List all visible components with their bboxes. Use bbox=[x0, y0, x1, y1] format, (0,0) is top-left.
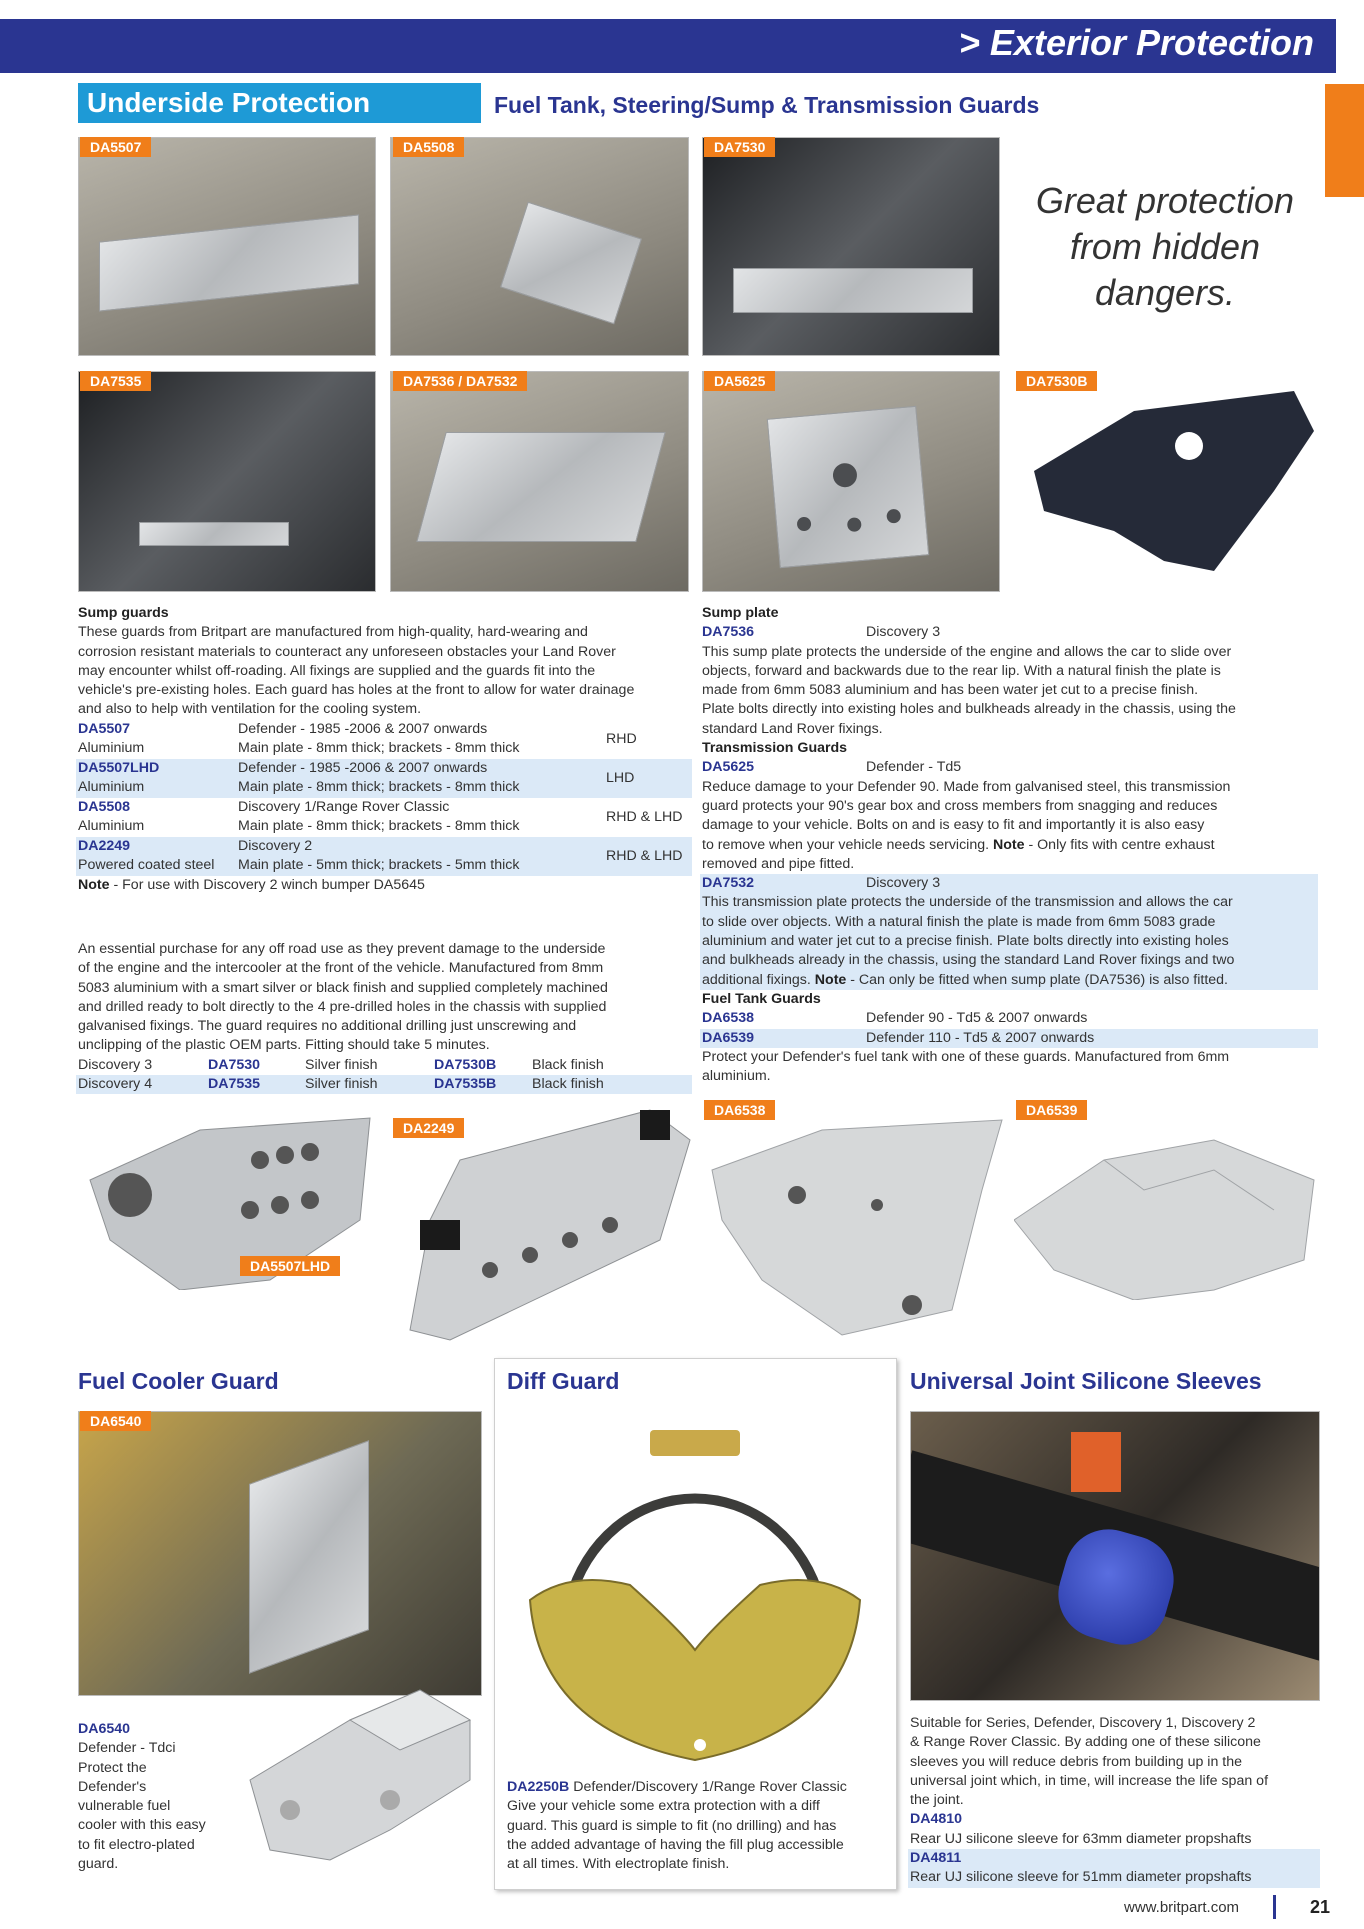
text-line: guard. This guard is simple to fit (no drilling) and has bbox=[507, 1817, 837, 1834]
text-line: damage to your vehicle. Bolts on and is easy to fit and importantly it is also easy bbox=[702, 817, 1205, 834]
text-line: aluminium and water jet cut to a precise finish. Plate bolts directly into existing holes bbox=[702, 933, 1229, 950]
diff-guard-block bbox=[507, 1778, 887, 1874]
text-line: aluminium. bbox=[702, 1068, 771, 1085]
note-text: - Only fits with centre exhaust bbox=[1024, 836, 1215, 853]
table-row bbox=[76, 720, 692, 759]
uj-sleeves-title: Universal Joint Silicone Sleeves bbox=[910, 1368, 1262, 1394]
table-row bbox=[76, 1056, 692, 1075]
text-line: & Range Rover Classic. By adding one of these silicone bbox=[910, 1734, 1261, 1751]
finish: Silver finish bbox=[305, 1057, 378, 1073]
vehicle: Discovery 3 bbox=[866, 875, 941, 892]
text-line: made from 6mm 5083 aluminium and has been water jet cut to a precise finish. bbox=[702, 682, 1199, 699]
text-line: and also to help with ventilation for the cooling system. bbox=[78, 701, 422, 718]
text-line: These guards from Britpart are manufactured from high-quality, hard-wearing and bbox=[78, 624, 588, 641]
part-desc: Rear UJ silicone sleeve for 63mm diameter propshafts bbox=[910, 1830, 1252, 1847]
sump-guards-heading: Sump guards bbox=[78, 605, 169, 621]
part-code: DA7535 bbox=[208, 1076, 261, 1092]
material: Aluminium bbox=[78, 818, 145, 834]
diff-guard-image bbox=[510, 1410, 880, 1770]
photo-da7535 bbox=[78, 371, 376, 592]
text-line: to slide over objects. With a natural finish the plate is made from 6mm 5083 grade bbox=[702, 913, 1216, 930]
sump-guards-block bbox=[78, 604, 698, 720]
photo-tag: DA5508 bbox=[393, 137, 464, 157]
note-text: - Can only be fitted when sump plate (DA7536) is also fitted. bbox=[846, 971, 1228, 988]
photo-uj-sleeve bbox=[910, 1411, 1320, 1701]
fuel-tank-guard-image bbox=[1014, 1100, 1320, 1300]
part-code: DA2249 bbox=[78, 838, 131, 854]
text-line: Suitable for Series, Defender, Discovery 1, Discovery 2 bbox=[910, 1715, 1256, 1731]
fuel-cooler-block bbox=[78, 1720, 238, 1874]
part-code: DA7535B bbox=[434, 1076, 497, 1092]
spec: Main plate - 5mm thick; brackets - 5mm thick bbox=[238, 857, 520, 873]
vehicle: Defender/Discovery 1/Range Rover Classic bbox=[569, 1779, 847, 1795]
photo-tag: DA5625 bbox=[704, 371, 775, 391]
material: Aluminium bbox=[78, 740, 145, 756]
black-sump-guard-image bbox=[1014, 371, 1320, 592]
part-code: DA2250B bbox=[507, 1779, 570, 1795]
part-code: DA5508 bbox=[78, 799, 131, 815]
spec: Main plate - 8mm thick; brackets - 8mm thick bbox=[238, 740, 520, 756]
text-line: may encounter whilst off-roading. All fixings are supplied and the guards fit into the bbox=[78, 662, 596, 679]
page-title: > Exterior Protection bbox=[958, 22, 1314, 63]
finish: Black finish bbox=[532, 1076, 604, 1092]
vehicle: Defender - 1985 -2006 & 2007 onwards bbox=[238, 721, 488, 737]
finish: Silver finish bbox=[305, 1076, 378, 1092]
sump-plate-block bbox=[702, 604, 1322, 1086]
tagline bbox=[1010, 178, 1320, 316]
text-line: sleeves you will reduce debris from building up in the bbox=[910, 1753, 1243, 1770]
uj-sleeves-block bbox=[910, 1714, 1320, 1888]
table-row bbox=[76, 798, 692, 837]
text-line: Protect your Defender's fuel tank with one of these guards. Manufactured from 6mm bbox=[702, 1048, 1230, 1065]
text-line: vulnerable fuel bbox=[78, 1798, 171, 1815]
text-line: guard protects your 90's gear box and cross members from snagging and reduces bbox=[702, 797, 1218, 814]
text-line: cooler with this easy bbox=[78, 1817, 206, 1834]
note-label: Note bbox=[78, 877, 110, 893]
side: RHD & LHD bbox=[606, 848, 683, 864]
text-line: Reduce damage to your Defender 90. Made from galvanised steel, this transmission bbox=[702, 778, 1231, 795]
part-code: DA5507LHD bbox=[78, 760, 160, 776]
text-line: Protect the bbox=[78, 1759, 147, 1776]
text-line: Plate bolts directly into existing holes and bulkheads already in the chassis, using the bbox=[702, 701, 1236, 718]
text-line: 5083 aluminium with a smart silver or black finish and supplied completely machined bbox=[78, 979, 608, 996]
fuel-tank-heading: Fuel Tank Guards bbox=[702, 990, 821, 1007]
section-label: Underside Protection bbox=[87, 87, 371, 118]
product-fuel-cooler-guard bbox=[230, 1670, 480, 1865]
text-line: the joint. bbox=[910, 1792, 964, 1809]
text-line: unclipping of the plastic OEM parts. Fitting should take 5 minutes. bbox=[78, 1037, 490, 1054]
photo-da5508 bbox=[390, 137, 689, 356]
photo-tag: DA7535 bbox=[80, 371, 151, 391]
footer-divider bbox=[1273, 1895, 1276, 1919]
text-line: An essential purchase for any off road use as they prevent damage to the underside bbox=[78, 941, 606, 957]
text-line: Defender's bbox=[78, 1778, 147, 1795]
sump-plate-heading: Sump plate bbox=[702, 605, 779, 621]
vehicle: Discovery 4 bbox=[78, 1076, 153, 1092]
vehicle: Discovery 2 bbox=[238, 838, 313, 854]
photo-da7536-da7532 bbox=[390, 371, 689, 592]
text-line: and bulkheads already in the chassis, using the standard Land Rover fixings and two bbox=[702, 952, 1235, 969]
sump-note bbox=[78, 876, 425, 895]
photo-tag: DA7530 bbox=[704, 137, 775, 157]
table-row bbox=[76, 837, 692, 876]
photo-tag: DA7536 / DA7532 bbox=[393, 371, 527, 391]
part-code: DA6540 bbox=[78, 1721, 131, 1737]
text-line: standard Land Rover fixings. bbox=[702, 720, 883, 737]
table-row bbox=[76, 759, 692, 798]
part-code: DA4810 bbox=[910, 1811, 963, 1828]
essential-block bbox=[78, 940, 698, 1056]
text-line: Defender - Tdci bbox=[78, 1740, 176, 1757]
table-row bbox=[76, 1075, 692, 1094]
part-code: DA7530B bbox=[434, 1057, 497, 1073]
fuel-cooler-guard-image bbox=[230, 1670, 480, 1865]
product-tag: DA5507LHD bbox=[240, 1256, 340, 1276]
text-line: additional fixings. bbox=[702, 971, 815, 988]
part-code: DA7536 bbox=[702, 624, 755, 641]
note-label: Note bbox=[993, 836, 1025, 853]
section-subtitle: Fuel Tank, Steering/Sump & Transmission Guards bbox=[494, 92, 1040, 118]
note-text: - For use with Discovery 2 winch bumper DA5645 bbox=[109, 877, 425, 893]
section-tab bbox=[1325, 84, 1364, 197]
finish: Black finish bbox=[532, 1057, 604, 1073]
text-line: objects, forward and backwards due to the rear lip. With a natural finish the plate is bbox=[702, 662, 1221, 679]
tagline-line: dangers. bbox=[1094, 272, 1236, 313]
material: Powered coated steel bbox=[78, 857, 215, 873]
vehicle: Defender - Td5 bbox=[866, 759, 962, 776]
tagline-line: Great protection bbox=[1035, 180, 1295, 221]
side: RHD bbox=[606, 731, 637, 747]
spec: Main plate - 8mm thick; brackets - 8mm thick bbox=[238, 779, 520, 795]
fuel-cooler-title: Fuel Cooler Guard bbox=[78, 1368, 279, 1394]
text-line: at all times. With electroplate finish. bbox=[507, 1856, 730, 1873]
side: RHD & LHD bbox=[606, 809, 683, 825]
part-desc: Rear UJ silicone sleeve for 51mm diameter propshafts bbox=[910, 1869, 1252, 1886]
da7532-block bbox=[700, 874, 1318, 990]
page-number: 21 bbox=[1310, 1897, 1331, 1917]
vehicle: Defender - 1985 -2006 & 2007 onwards bbox=[238, 760, 488, 776]
text-line: guard. bbox=[78, 1856, 119, 1873]
product-da6539 bbox=[1014, 1100, 1320, 1300]
text-line: This sump plate protects the underside of the engine and allows the car to slide over bbox=[702, 643, 1232, 660]
product-da6538 bbox=[702, 1100, 1012, 1340]
vehicle: Discovery 3 bbox=[78, 1057, 153, 1073]
photo-tag: DA7530B bbox=[1016, 371, 1097, 391]
part-code: DA4811 bbox=[910, 1850, 962, 1867]
text-line: galvanised fixings. The guard requires no additional drilling just unscrewing and bbox=[78, 1018, 577, 1035]
part-code: DA6539 bbox=[702, 1029, 755, 1046]
text-line: This transmission plate protects the underside of the transmission and allows the car bbox=[702, 894, 1233, 911]
photo-tag: DA6540 bbox=[80, 1411, 151, 1431]
text-line: to remove when your vehicle needs servicing. bbox=[702, 836, 993, 853]
section-label-box bbox=[78, 83, 481, 123]
material: Aluminium bbox=[78, 779, 145, 795]
product-diff-guard bbox=[510, 1410, 880, 1770]
product-tag: DA6538 bbox=[704, 1100, 775, 1120]
fuel-tank-guard-image bbox=[702, 1100, 1012, 1340]
text-line: removed and pipe fitted. bbox=[702, 855, 855, 872]
vehicle: Defender 110 - Td5 & 2007 onwards bbox=[866, 1029, 1095, 1046]
text-line: to fit electro-plated bbox=[78, 1836, 195, 1853]
part-code: DA6538 bbox=[702, 1010, 755, 1027]
side: LHD bbox=[606, 770, 635, 786]
text-line: vehicle's pre-existing holes. Each guard has holes at the front to allow for water drainage bbox=[78, 682, 635, 699]
text-line: the added advantage of having the fill plug accessible bbox=[507, 1836, 844, 1853]
product-tag: DA6539 bbox=[1016, 1100, 1087, 1120]
product-da5507lhd bbox=[70, 1100, 390, 1290]
vehicle: Discovery 3 bbox=[866, 624, 941, 641]
vehicle: Defender 90 - Td5 & 2007 onwards bbox=[866, 1010, 1088, 1027]
photo-da5507 bbox=[78, 137, 376, 356]
text-line: and drilled ready to bolt directly to the 4 pre-drilled holes in the chassis with supplied bbox=[78, 998, 607, 1015]
note-label: Note bbox=[814, 971, 847, 988]
tagline-line: from hidden bbox=[1069, 226, 1261, 267]
part-code: DA7532 bbox=[702, 875, 755, 892]
transmission-heading: Transmission Guards bbox=[702, 740, 848, 757]
part-code: DA7530 bbox=[208, 1057, 261, 1073]
photo-da6540 bbox=[78, 1411, 482, 1696]
photo-da5625 bbox=[702, 371, 1000, 592]
text-line: Give your vehicle some extra protection with a diff bbox=[507, 1798, 820, 1815]
photo-da7530b bbox=[1014, 371, 1320, 592]
product-tag: DA2249 bbox=[393, 1118, 464, 1138]
part-code: DA5507 bbox=[78, 721, 131, 737]
part-code: DA5625 bbox=[702, 759, 755, 776]
photo-da7530 bbox=[702, 137, 1000, 356]
sump-guard-image bbox=[70, 1100, 390, 1290]
spec: Main plate - 8mm thick; brackets - 8mm thick bbox=[238, 818, 520, 834]
photo-tag: DA5507 bbox=[80, 137, 151, 157]
text-line: of the engine and the intercooler at the front of the vehicle. Manufactured from 8mm bbox=[78, 960, 604, 977]
vehicle: Discovery 1/Range Rover Classic bbox=[238, 799, 450, 815]
text-line: universal joint which, in time, will increase the life span of bbox=[910, 1772, 1269, 1789]
footer-url[interactable]: www.britpart.com bbox=[1124, 1899, 1240, 1916]
text-line: corrosion resistant materials to counteract any unforeseen obstacles your Land Rover bbox=[78, 643, 616, 660]
diff-guard-title: Diff Guard bbox=[507, 1368, 620, 1394]
